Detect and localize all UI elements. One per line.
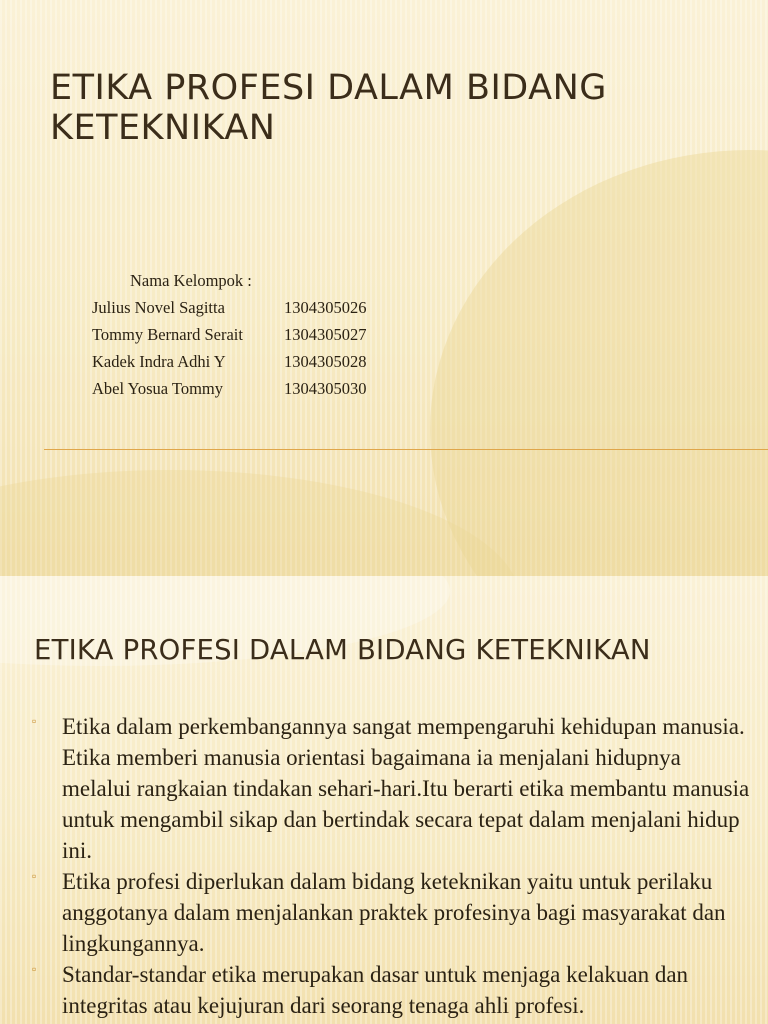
bullet-text: Etika dalam perkembangannya sangat mempengaruhi kehidupan manusia. Etika memberi manusia orientasi bagaimana ia menjalani hidupnya melalui rangkaian tindakan sehari-hari.Itu berarti etika membantu manusia untuk mengambil sikap dan bertindak secara tepat dalam menjalani hidup ini. [62,714,750,863]
member-row [92,321,367,348]
member-name: Kadek Indra Adhi Y [92,352,226,371]
member-name: Tommy Bernard Serait [92,325,243,344]
background-swoosh [430,150,768,576]
member-row [92,294,367,321]
bullet-item [0,866,768,959]
member-list [92,267,367,402]
member-row [92,348,367,375]
bullet-item [0,959,768,1021]
member-name: Julius Novel Sagitta [92,298,225,317]
member-id: 1304305026 [284,298,367,317]
member-id: 1304305028 [284,352,367,371]
member-name: Abel Yosua Tommy [92,379,224,398]
bullet-text: Standar-standar etika merupakan dasar untuk menjaga kelakuan dan integritas atau kejujuran dari seorang tenaga ahli profesi. [62,962,689,1018]
member-id: 1304305027 [284,325,367,344]
member-list-heading: Nama Kelompok : [130,271,252,290]
member-id: 1304305030 [284,379,367,398]
bullet-text: Etika profesi diperlukan dalam bidang keteknikan yaitu untuk perilaku anggotanya dalam menjalankan praktek profesinya bagi masyarakat dan lingkungannya. [62,869,726,956]
title-divider [44,449,768,450]
bullet-icon: ▫ [32,714,37,728]
content-slide-title: ETIKA PROFESI DALAM BIDANG KETEKNIKAN [34,634,651,666]
bullet-list [0,711,768,1021]
bullet-icon: ▫ [32,962,37,976]
member-row [92,375,367,402]
bullet-icon: ▫ [32,869,37,883]
slide-title: ETIKA PROFESI DALAM BIDANG KETEKNIKAN [50,68,607,148]
bullet-item [0,711,768,866]
